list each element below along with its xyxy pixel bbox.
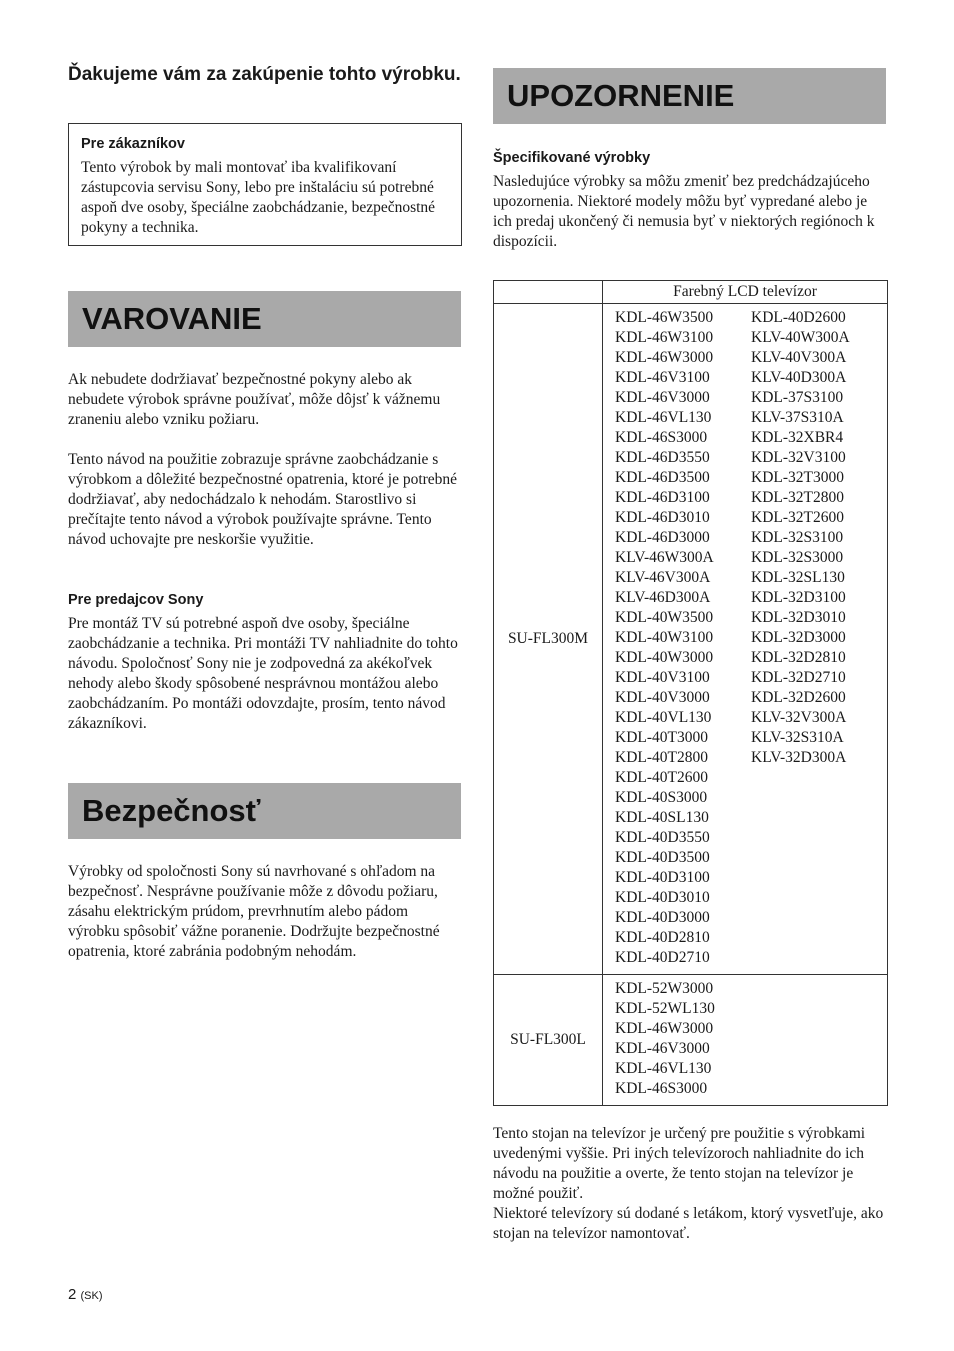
model-name: KDL-40T2600 bbox=[615, 769, 708, 786]
safety-banner: Bezpečnosť bbox=[68, 783, 461, 839]
stand-name-su-fl300m: SU-FL300M bbox=[494, 304, 603, 975]
model-list-cell bbox=[603, 304, 888, 975]
model-name: KDL-32S3100 bbox=[751, 529, 844, 546]
warning-paragraph-1: Ak nebudete dodržiavať bezpečnostné pokyny alebo ak nebudete výrobok správne používať, môže dôjsť k vážnemu zraneniu alebo vzniku požiaru. bbox=[68, 371, 441, 428]
notice-banner: UPOZORNENIE bbox=[493, 68, 886, 124]
table-header-blank bbox=[494, 281, 603, 304]
model-name: KDL-32T2800 bbox=[751, 489, 844, 506]
table-row bbox=[494, 304, 888, 975]
model-name: KDL-40D2600 bbox=[751, 309, 846, 326]
spec-text: Nasledujúce výrobky sa môžu zmeniť bez predchádzajúceho upozornenia. Niektoré modely môžu byť vypredané alebo je ich predaj ukončený či nemusia byť v niektorých regiónoch k dispozícii. bbox=[493, 173, 875, 250]
model-name: KDL-40VL130 bbox=[615, 709, 712, 726]
model-name: KLV-32S310A bbox=[751, 729, 844, 746]
model-name: KDL-32D2600 bbox=[751, 689, 846, 706]
model-name: KDL-32V3100 bbox=[751, 449, 846, 466]
model-name: KDL-40W3500 bbox=[615, 609, 714, 626]
model-name: KDL-40D3500 bbox=[615, 849, 710, 866]
model-name: KLV-46V300A bbox=[615, 569, 711, 586]
model-name: KLV-40W300A bbox=[751, 329, 850, 346]
model-name: KDL-32T3000 bbox=[751, 469, 844, 486]
model-name: KDL-40T2800 bbox=[615, 749, 708, 766]
model-name: KDL-46D3550 bbox=[615, 449, 710, 466]
model-name: KDL-40S3000 bbox=[615, 789, 708, 806]
model-name: KDL-40D3100 bbox=[615, 869, 710, 886]
model-column-2 bbox=[751, 308, 887, 968]
stand-usage-note: Tento stojan na televízor je určený pre použitie s výrobkami uvedenými vyššie. Pri iných televízoroch nahliadnite do ich návodu na použitie a overte, že tento stojan na televízor je možné použiť. Niektoré televízory sú dodané s letákom, ktorý vysvetľuje, ako stojan na televízor namontovať. bbox=[493, 1125, 884, 1242]
model-name: KDL-40D2810 bbox=[615, 929, 710, 946]
model-name: KDL-32T2600 bbox=[751, 509, 844, 526]
model-name: KDL-46V3000 bbox=[615, 1040, 710, 1057]
model-name: KDL-32D2810 bbox=[751, 649, 846, 666]
model-name: KDL-40W3100 bbox=[615, 629, 714, 646]
model-name: KDL-40D3000 bbox=[615, 909, 710, 926]
model-name: KDL-46W3500 bbox=[615, 309, 714, 326]
dealers-text: Pre montáž TV sú potrebné aspoň dve osoby, špeciálne zaobchádzanie a technika. Pri montáži TV nahliadnite do tohto návodu. Spoločnosť Sony nie je zodpovedná za akékoľvek nehody alebo škody spôsobené nesprávnou montážou alebo zaobchádzaním. Po montáži odovzdajte, prosím, tento návod zákazníkovi. bbox=[68, 615, 458, 732]
model-name: KLV-46D300A bbox=[615, 589, 711, 606]
compatible-models-table bbox=[493, 280, 888, 1106]
model-name: KDL-46S3000 bbox=[615, 429, 708, 446]
spec-heading: Špecifikované výrobky bbox=[493, 150, 651, 166]
stand-name-su-fl300l: SU-FL300L bbox=[494, 975, 603, 1106]
model-name: KDL-32S3000 bbox=[751, 549, 844, 566]
model-name: KDL-46S3000 bbox=[615, 1080, 708, 1097]
customers-text: Tento výrobok by mali montovať iba kvalifikovaní zástupcovia servisu Sony, lebo pre inštaláciu sú potrebné aspoň dve osoby, špeciálne zaobchádzanie, bezpečnostné pokyny a technika. bbox=[81, 159, 436, 236]
model-name: KDL-40W3000 bbox=[615, 649, 714, 666]
customers-heading: Pre zákazníkov bbox=[81, 136, 185, 152]
model-name: KDL-46W3000 bbox=[615, 349, 714, 366]
model-name: KDL-40D2710 bbox=[615, 949, 710, 966]
model-name: KLV-40V300A bbox=[751, 349, 847, 366]
safety-text: Výrobky od spoločnosti Sony sú navrhované s ohľadom na bezpečnosť. Nesprávne používanie môže z dôvodu požiaru, zásahu elektrickým prúdom, prevrhnutím alebo pádom výrobku spôsobiť vážne poranenie. Dodržujte bezpečnostné opatrenia, ktoré zabránia podobným nehodám. bbox=[68, 863, 440, 960]
model-name: KDL-32D2710 bbox=[751, 669, 846, 686]
model-name: KDL-32D3010 bbox=[751, 609, 846, 626]
model-name: KDL-46W3100 bbox=[615, 329, 714, 346]
model-name: KLV-37S310A bbox=[751, 409, 844, 426]
model-name: KDL-46VL130 bbox=[615, 1060, 712, 1077]
page-number bbox=[68, 1286, 103, 1303]
model-name: KDL-52WL130 bbox=[615, 1000, 715, 1017]
model-name: KLV-32D300A bbox=[751, 749, 847, 766]
model-name: KDL-40V3100 bbox=[615, 669, 710, 686]
thanks-title: Ďakujeme vám za zakúpenie tohto výrobku. bbox=[68, 64, 461, 85]
model-name: KDL-46V3000 bbox=[615, 389, 710, 406]
table-row bbox=[494, 975, 888, 1106]
model-name: KDL-40D3550 bbox=[615, 829, 710, 846]
customers-notice-box bbox=[68, 123, 462, 246]
table-header: Farebný LCD televízor bbox=[603, 281, 888, 304]
model-name: KDL-32D3100 bbox=[751, 589, 846, 606]
dealers-heading: Pre predajcov Sony bbox=[68, 592, 204, 608]
model-column-1 bbox=[615, 979, 751, 1099]
model-name: KDL-46V3100 bbox=[615, 369, 710, 386]
model-name: KDL-52W3000 bbox=[615, 980, 714, 997]
model-name: KDL-46VL130 bbox=[615, 409, 712, 426]
model-name: KLV-46W300A bbox=[615, 549, 714, 566]
model-list-cell bbox=[603, 975, 888, 1106]
model-name: KDL-40T3000 bbox=[615, 729, 708, 746]
model-name: KDL-32SL130 bbox=[751, 569, 845, 586]
model-name: KDL-46D3500 bbox=[615, 469, 710, 486]
model-column-1 bbox=[615, 308, 751, 968]
warning-paragraph-2: Tento návod na použitie zobrazuje správne zaobchádzanie s výrobkom a dôležité bezpečnostné opatrenia, ktoré je potrebné dodržiavať, aby nedochádzalo k nehodám. Starostlivo si prečítajte tento návod a výrobok používajte správne. Tento návod uchovajte pre neskoršie využitie. bbox=[68, 451, 458, 548]
model-name: KDL-40D3010 bbox=[615, 889, 710, 906]
model-name: KDL-32XBR4 bbox=[751, 429, 844, 446]
model-name: KDL-46D3000 bbox=[615, 529, 710, 546]
model-name: KLV-32V300A bbox=[751, 709, 847, 726]
page-number-value: 2 bbox=[68, 1286, 77, 1303]
model-name: KDL-37S3100 bbox=[751, 389, 844, 406]
warning-banner: VAROVANIE bbox=[68, 291, 461, 347]
model-name: KDL-40SL130 bbox=[615, 809, 709, 826]
page-language: (SK) bbox=[80, 1290, 103, 1302]
model-name: KDL-46D3010 bbox=[615, 509, 710, 526]
model-name: KDL-46W3000 bbox=[615, 1020, 714, 1037]
model-name: KDL-40V3000 bbox=[615, 689, 710, 706]
model-name: KDL-46D3100 bbox=[615, 489, 710, 506]
model-name: KDL-32D3000 bbox=[751, 629, 846, 646]
model-name: KLV-40D300A bbox=[751, 369, 847, 386]
